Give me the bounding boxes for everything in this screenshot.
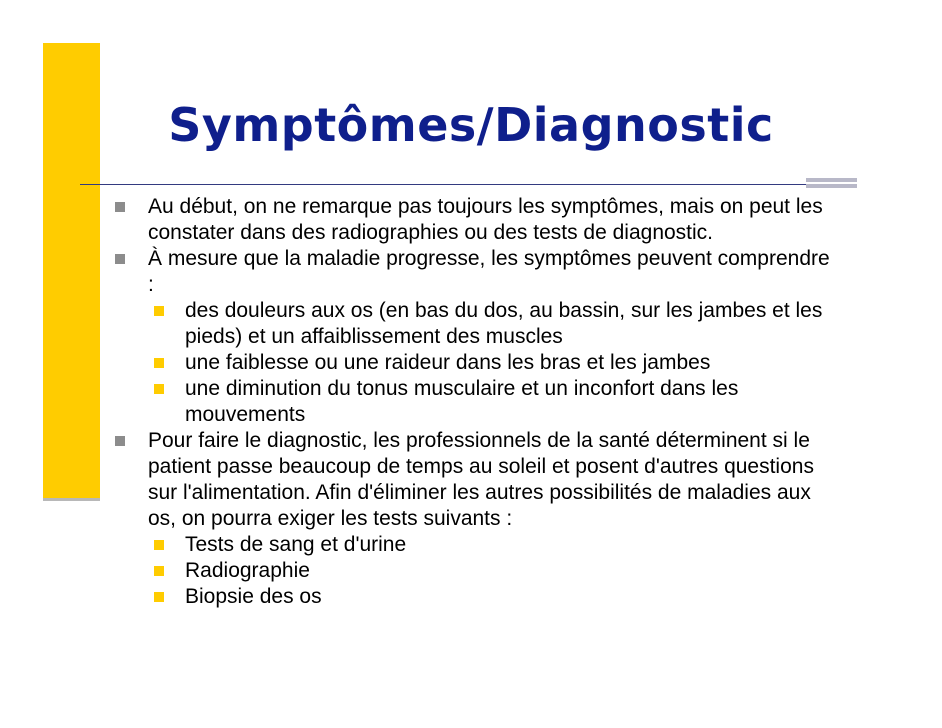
bullet-item (113, 194, 833, 246)
sub-bullet-item (113, 298, 833, 350)
square-bullet-icon (154, 540, 164, 550)
square-bullet-icon (115, 254, 125, 264)
slide-title: Symptômes/Diagnostic (168, 98, 774, 152)
sub-bullet-text: une diminution du tonus musculaire et un inconfort dans les mouvements (185, 377, 739, 426)
square-bullet-icon (154, 358, 164, 368)
square-bullet-icon (115, 436, 125, 446)
sub-bullet-text: une faiblesse ou une raideur dans les bras et les jambes (185, 351, 711, 374)
bullet-text: Au début, on ne remarque pas toujours les symptômes, mais on peut les constater dans des radiographies ou des tests de diagnostic. (148, 195, 823, 244)
bullet-list (113, 194, 833, 610)
sub-bullet-item (113, 532, 833, 558)
bullet-text: À mesure que la maladie progresse, les symptômes peuvent comprendre : (148, 247, 830, 296)
square-bullet-icon (154, 384, 164, 394)
square-bullet-icon (154, 566, 164, 576)
bullet-text: Pour faire le diagnostic, les professionnels de la santé déterminent si le patient passe beaucoup de temps au soleil et posent d'autres questions sur l'alimentation. Afin d'éliminer les autres possibilités de maladies aux os, on pourra exiger les tests suivants : (148, 429, 814, 530)
square-bullet-icon (154, 592, 164, 602)
title-divider (80, 184, 857, 185)
sub-bullet-item (113, 558, 833, 584)
title-divider-accent (806, 178, 857, 188)
bullet-item (113, 246, 833, 298)
square-bullet-icon (115, 202, 125, 212)
sub-bullet-text: Tests de sang et d'urine (185, 533, 407, 556)
sub-bullet-text: Radiographie (185, 559, 310, 582)
sub-bullet-item (113, 584, 833, 610)
bullet-item (113, 428, 833, 532)
sub-bullet-text: Biopsie des os (185, 585, 322, 608)
sub-bullet-item (113, 376, 833, 428)
square-bullet-icon (154, 306, 164, 316)
sub-bullet-text: des douleurs aux os (en bas du dos, au bassin, sur les jambes et les pieds) et un affaiblissement des muscles (185, 299, 823, 348)
sub-bullet-item (113, 350, 833, 376)
